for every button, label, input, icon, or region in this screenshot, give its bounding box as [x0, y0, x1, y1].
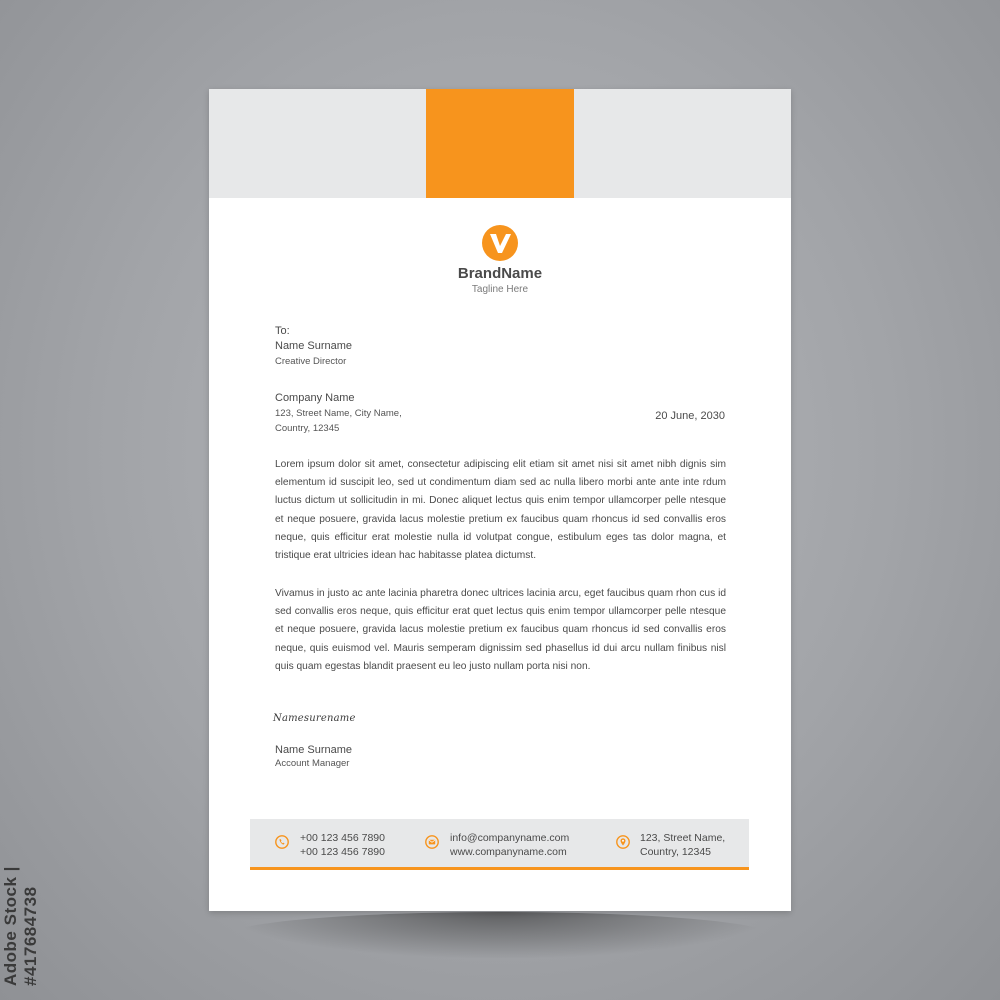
recipient-name: Name Surname — [275, 340, 353, 352]
brand-tagline: Tagline Here — [471, 284, 529, 295]
signoff-name: Name Surname — [275, 744, 353, 756]
signoff-title: Account Manager — [275, 758, 350, 769]
recipient-address-line2: Country, 12345 — [275, 423, 340, 434]
footer-address-1: 123, Street Name, — [640, 832, 726, 844]
letter-date: 20 June, 2030 — [655, 410, 725, 422]
recipient-company: Company Name — [275, 392, 355, 404]
to-label: To: — [275, 325, 290, 337]
footer-website: www.companyname.com — [450, 846, 567, 858]
footer-email: info@companyname.com — [450, 832, 570, 844]
phone-icon — [275, 835, 289, 849]
header-accent-block — [426, 89, 574, 198]
footer-phone-2: +00 123 456 7890 — [300, 846, 385, 858]
footer-address-2: Country, 12345 — [640, 846, 712, 858]
letterhead-page — [209, 89, 791, 911]
brand-name: BrandName — [457, 265, 543, 282]
logo-v-icon — [482, 225, 518, 261]
email-icon — [425, 835, 439, 849]
paper-shadow — [230, 912, 770, 958]
recipient-title: Creative Director — [275, 356, 347, 367]
footer-phone-1: +00 123 456 7890 — [300, 832, 385, 844]
body-paragraph-1: Lorem ipsum dolor sit amet, consectetur adipiscing elit etiam sit amet nisi sit amet nibh dignis sim elementum id suscipit leo, sed ut condimentum diam sed ac nulla libero morbi ante ante inte rdum luctus dictum ut sollicitudin in mi. Donec aliquet lectus quis enim tempor ullamcorper pelle ntesque et neque posuere, gravida lacus molestie pretium ex faucibus quam rhoncus id sed convallis eros neque, quis efficitur erat molestie nulla id volutpat congue, estibulum eges tas dolor magna, et tristique erat ultricies idean hac habitasse platea dictumst. — [275, 459, 726, 562]
body-paragraph-2: Vivamus in justo ac ante lacinia pharetra donec ultrices lacinia arcu, eget faucibus quam rhon cus id sed convallis eros neque, quis efficitur erat quet lectus quis enim tempor ullamcorper pelle ntesque et neque posuere, gravida lacus molestie pretium ex faucibus quam rhoncus id sed convallis eros neque, quis euismod vel. Mauris semperam dignissim sed phasellus id dui arcu nullam finibus nisl quis quam egestas blandit praesent eu leo justo nullam porta nisi non. — [275, 588, 726, 672]
recipient-address-line1: 123, Street Name, City Name, — [275, 408, 402, 419]
location-pin-icon — [616, 835, 630, 849]
signature: Namesurename — [273, 713, 356, 724]
footer-accent-line — [250, 867, 749, 870]
stock-id-watermark: Adobe Stock | #417684738 — [1, 866, 40, 986]
